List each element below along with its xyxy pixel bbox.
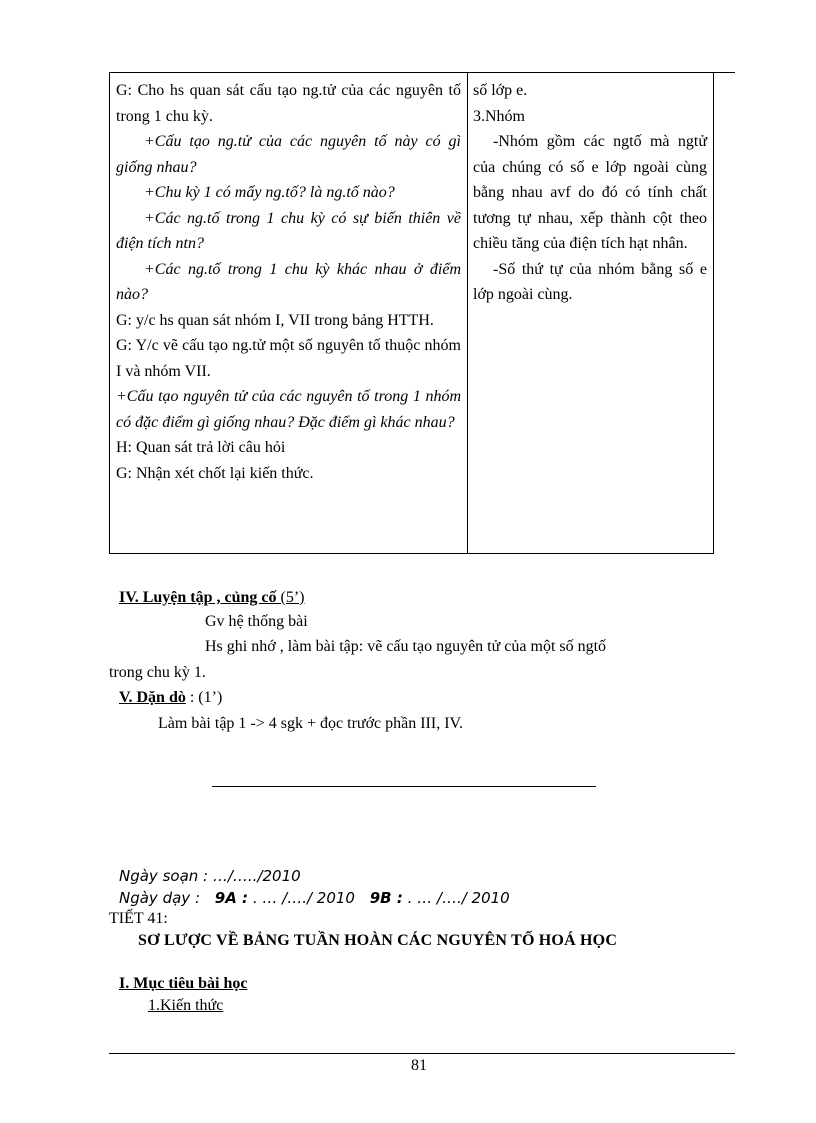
section5-time: : (1’) bbox=[185, 689, 223, 706]
section5-heading-line bbox=[119, 689, 222, 707]
teacher-activities-column bbox=[116, 78, 461, 486]
knowledge-subheading: 1.Kiến thức bbox=[148, 997, 224, 1014]
class-9a-date: . … /…./ 2010 bbox=[248, 889, 355, 907]
section4-heading: IV. Luyện tập , củng cố bbox=[119, 589, 277, 606]
tiet-label: TIẾT 41: bbox=[109, 910, 168, 927]
lesson-table bbox=[109, 72, 714, 554]
left-line-2: +Chu kỳ 1 có mấy ng.tố? là ng.tố nào? bbox=[144, 184, 395, 201]
section4-line1: Gv hệ thống bài bbox=[205, 613, 308, 630]
class-9a-label: 9A : bbox=[214, 889, 249, 907]
class-9b-date: . … /…./ 2010 bbox=[402, 889, 510, 907]
ngay-day-label: Ngày dạy : bbox=[119, 889, 200, 907]
left-line-8: H: Quan sát trả lời câu hỏi bbox=[116, 439, 286, 456]
objectives-heading: I. Mục tiêu bài học bbox=[119, 975, 248, 992]
left-line-4: +Các ng.tố trong 1 chu kỳ khác nhau ở điểm nào? bbox=[116, 260, 461, 303]
class-9b-label: 9B : bbox=[369, 889, 403, 907]
right-line-0: số lớp e. bbox=[473, 82, 528, 99]
section5-heading: V. Dặn dò bbox=[119, 689, 186, 706]
footer-rule bbox=[109, 1053, 735, 1054]
section5-line1: Làm bài tập 1 -> 4 sgk + đọc trước phần III, IV. bbox=[158, 715, 464, 732]
ngay-day-line bbox=[119, 889, 510, 907]
section4-heading-line bbox=[119, 589, 305, 607]
section4-line2: Hs ghi nhớ , làm bài tập: vẽ cấu tạo nguyên tử của một số ngtố bbox=[205, 638, 607, 655]
left-line-6: G: Y/c vẽ cấu tạo ng.tử một số nguyên tố thuộc nhóm I và nhóm VII. bbox=[116, 337, 461, 380]
right-line-3: -Số thứ tự của nhóm bằng số e lớp ngoài cùng. bbox=[473, 260, 707, 303]
lesson-title: SƠ LƯỢC VỀ BẢNG TUẦN HOÀN CÁC NGUYÊN TỐ HOÁ HỌC bbox=[138, 932, 618, 949]
section4-time: (5’) bbox=[276, 589, 305, 606]
left-line-7: +Cấu tạo nguyên tử của các nguyên tố trong 1 nhóm có đặc điểm gì giống nhau? Đặc điểm gì khác nhau? bbox=[116, 388, 461, 431]
right-line-2: -Nhóm gồm các ngtố mà ngtử của chúng có số e lớp ngoài cùng bằng nhau avf do đó có tính chất tương tự nhau, xếp thành cột theo chiều tăng của điện tích hạt nhân. bbox=[473, 133, 707, 252]
content-column bbox=[473, 78, 707, 308]
ngay-soan: Ngày soạn : …/…../2010 bbox=[119, 867, 301, 885]
left-line-9: G: Nhận xét chốt lại kiến thức. bbox=[116, 464, 314, 482]
section4-line3: trong chu kỳ 1. bbox=[109, 664, 206, 681]
column-divider bbox=[467, 73, 468, 553]
page-number: 81 bbox=[411, 1057, 427, 1074]
separator-rule bbox=[212, 786, 596, 787]
left-line-5: G: y/c hs quan sát nhóm I, VII trong bảng HTTH. bbox=[116, 311, 434, 329]
left-line-0: G: Cho hs quan sát cấu tạo ng.tử của các nguyên tố trong 1 chu kỳ. bbox=[116, 82, 461, 125]
left-line-1: +Cấu tạo ng.tử của các nguyên tố này có gì giống nhau? bbox=[116, 133, 461, 176]
left-line-3: +Các ng.tố trong 1 chu kỳ có sự biến thiên về điện tích ntn? bbox=[116, 209, 461, 252]
right-line-1: 3.Nhóm bbox=[473, 107, 525, 125]
